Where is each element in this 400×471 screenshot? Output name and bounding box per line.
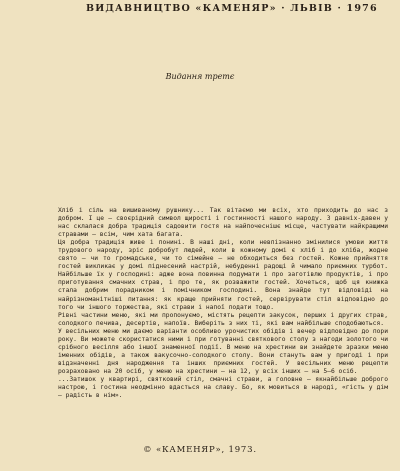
paragraph: Ця добра традиція живе і понині. В наші дні, коли невпізнанно змінилися умови життя трудового народу, зріс добробут людей, коли в кожному домі є хліб і до хліба, жодне свято — чи то громадське, чи то сімейне — не обходиться без гостей. Кожне прийняття гостей викликає у домі піднесений настрій, небуденні радощі й чимало приємних турбот. Найбільше їх у господині: адже вона повинна подумати і про заготівлю продуктів, і про приготування смачних страв, і про те, як розважити гостей. Хочеться, щоб ця книжка стала добрим порадником і помічником господині. Вона знайде тут відповіді на найрізноманітніші питання: як краще прийняти гостей, сервірувати стіл відповідно до того чи іншого торжества, які страви і напої подати тощо. xyxy=(58,239,388,311)
edition-note: Видання третє xyxy=(165,72,235,81)
preface-text xyxy=(58,207,388,400)
paragraph: ...Затишок у квартирі, святковий стіл, смачні страви, а головне — якнайбільше доброго настрою, і гостина неодмінно вдасться на славу. Бо, як мовиться в народі, «гість у дім — радість в нім». xyxy=(58,375,388,400)
paragraph: Хліб і сіль на вишиваному рушнику... Так вітаємо ми всіх, хто приходить до нас з добром. І це — своєрідний символ щирості і гостинності нашого народу. З давніх-давен у нас склалася добра традиція садовити гостя на найпочеснішє місце, частувати найкращими стравами — всім, чим хата багата. xyxy=(58,207,388,239)
copyright-line: © «КАМЕНЯР», 1973. xyxy=(143,445,257,455)
paragraph: Рівні частини меню, які ми пропонуємо, містять рецепти закусок, перших і других страв, солодкого печива, десертів, напоїв. Виберіть з них ті, які вам найбільше сподобаються. xyxy=(58,311,388,327)
publisher-line: ВИДАВНИЦТВО «КАМЕНЯР» · ЛЬВІВ · 1976 xyxy=(86,3,378,14)
paragraph: У весільних меню ми даємо варіанти особливо урочистих обідів і вечер відповідно до пори року. Ви можете скористатися ними і при готуванні святкового столу з нагоди золотого чи срібного весілля або іншої знаменної події. В меню на хрестини ви знайдете зразки меню іменних обідів, а також вакусочно-солодкого столу. Вони стануть вам у пригоді і при відзначенні дня народження та інших приємних гостей. У весільних меню рецепти розраховано на 20 осіб, у меню на хрестини — на 12, у всіх інших — на 5—6 осіб. xyxy=(58,327,388,375)
